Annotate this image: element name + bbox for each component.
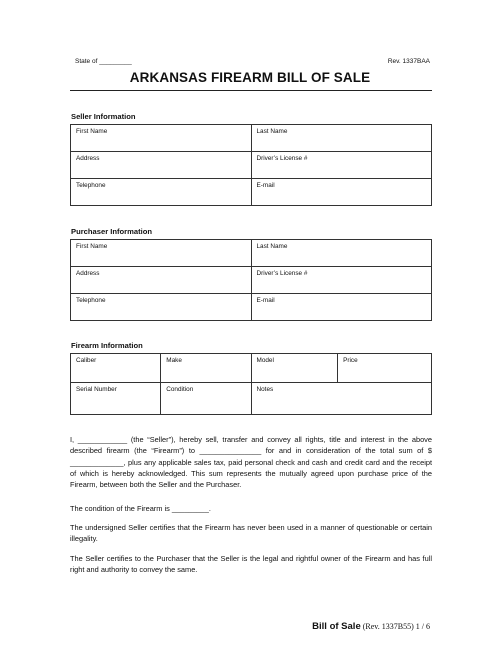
purchaser-license-field[interactable] [251, 267, 432, 294]
purchaser-telephone-field[interactable] [71, 294, 252, 321]
field-label: Condition [166, 386, 194, 393]
purchaser-last-name-field[interactable] [251, 240, 432, 267]
field-label: Address [76, 270, 100, 277]
model-field[interactable] [251, 354, 338, 383]
purchaser-first-name-field[interactable] [71, 240, 252, 267]
header-line [75, 58, 430, 65]
title-rule [70, 90, 432, 91]
field-label: Make [166, 357, 182, 364]
notes-field[interactable] [251, 383, 432, 415]
field-label: Telephone [76, 297, 106, 304]
seller-email-field[interactable] [251, 179, 432, 206]
condition-field[interactable] [161, 383, 251, 415]
seller-license-field[interactable] [251, 152, 432, 179]
sale-clause: I, ____________ (the “Seller”), hereby sell, transfer and convey all rights, title and interest in the above described firearm (the “Firearm”) to _______________ for and in consideration of the total sum of $ _____________, plus any applicable sales tax, paid personal check and cash and credit card and the receipt of which is hereby acknowledged. This sum represents the mutually agreed upon purchase price of the Firearm, between both the Seller and the Purchaser. [70, 435, 432, 490]
ownership-clause: The Seller certifies to the Purchaser that the Seller is the legal and rightful owner of the Firearm and has full right and authority to convey the same. [70, 554, 432, 575]
field-label: E-mail [256, 297, 275, 304]
field-label: E-mail [256, 182, 275, 189]
footer-label: Bill of Sale [312, 621, 361, 632]
seller-telephone-field[interactable] [71, 179, 252, 206]
field-label: Driver’s License # [256, 155, 308, 162]
state-line: State of _________ [75, 58, 132, 65]
purchaser-address-field[interactable] [71, 267, 252, 294]
field-label: Last Name [256, 128, 288, 135]
seller-first-name-field[interactable] [71, 125, 252, 152]
purchaser-table [70, 239, 432, 321]
page-number: 1 / 6 [415, 622, 430, 631]
seller-last-name-field[interactable] [251, 125, 432, 152]
field-label: Notes [256, 386, 274, 393]
field-label: First Name [76, 128, 108, 135]
make-field[interactable] [161, 354, 251, 383]
seller-table [70, 124, 432, 206]
field-label: Address [76, 155, 100, 162]
firearm-table [70, 353, 432, 415]
field-label: Serial Number [76, 386, 117, 393]
field-label: Last Name [256, 243, 288, 250]
field-label: Telephone [76, 182, 106, 189]
page-footer [312, 621, 430, 632]
seller-heading: Seller Information [71, 112, 136, 121]
field-label: Driver’s License # [256, 270, 308, 277]
serial-number-field[interactable] [71, 383, 161, 415]
revision-code: Rev. 1337BAA [387, 58, 430, 65]
condition-clause: The condition of the Firearm is _________. [70, 504, 211, 513]
field-label: Price [343, 357, 358, 364]
purchaser-email-field[interactable] [251, 294, 432, 321]
document-title: ARKANSAS FIREARM BILL OF SALE [129, 70, 371, 85]
field-label: Model [256, 357, 274, 364]
price-field[interactable] [338, 354, 432, 383]
purchaser-heading: Purchaser Information [71, 227, 153, 236]
firearm-heading: Firearm Information [71, 341, 143, 350]
seller-address-field[interactable] [71, 152, 252, 179]
footer-revision: (Rev. 1337B55) [362, 622, 414, 631]
legality-clause: The undersigned Seller certifies that the Firearm has never been used in a manner of questionable or certain illegality. [70, 523, 432, 544]
field-label: First Name [76, 243, 108, 250]
caliber-field[interactable] [71, 354, 161, 383]
field-label: Caliber [76, 357, 97, 364]
